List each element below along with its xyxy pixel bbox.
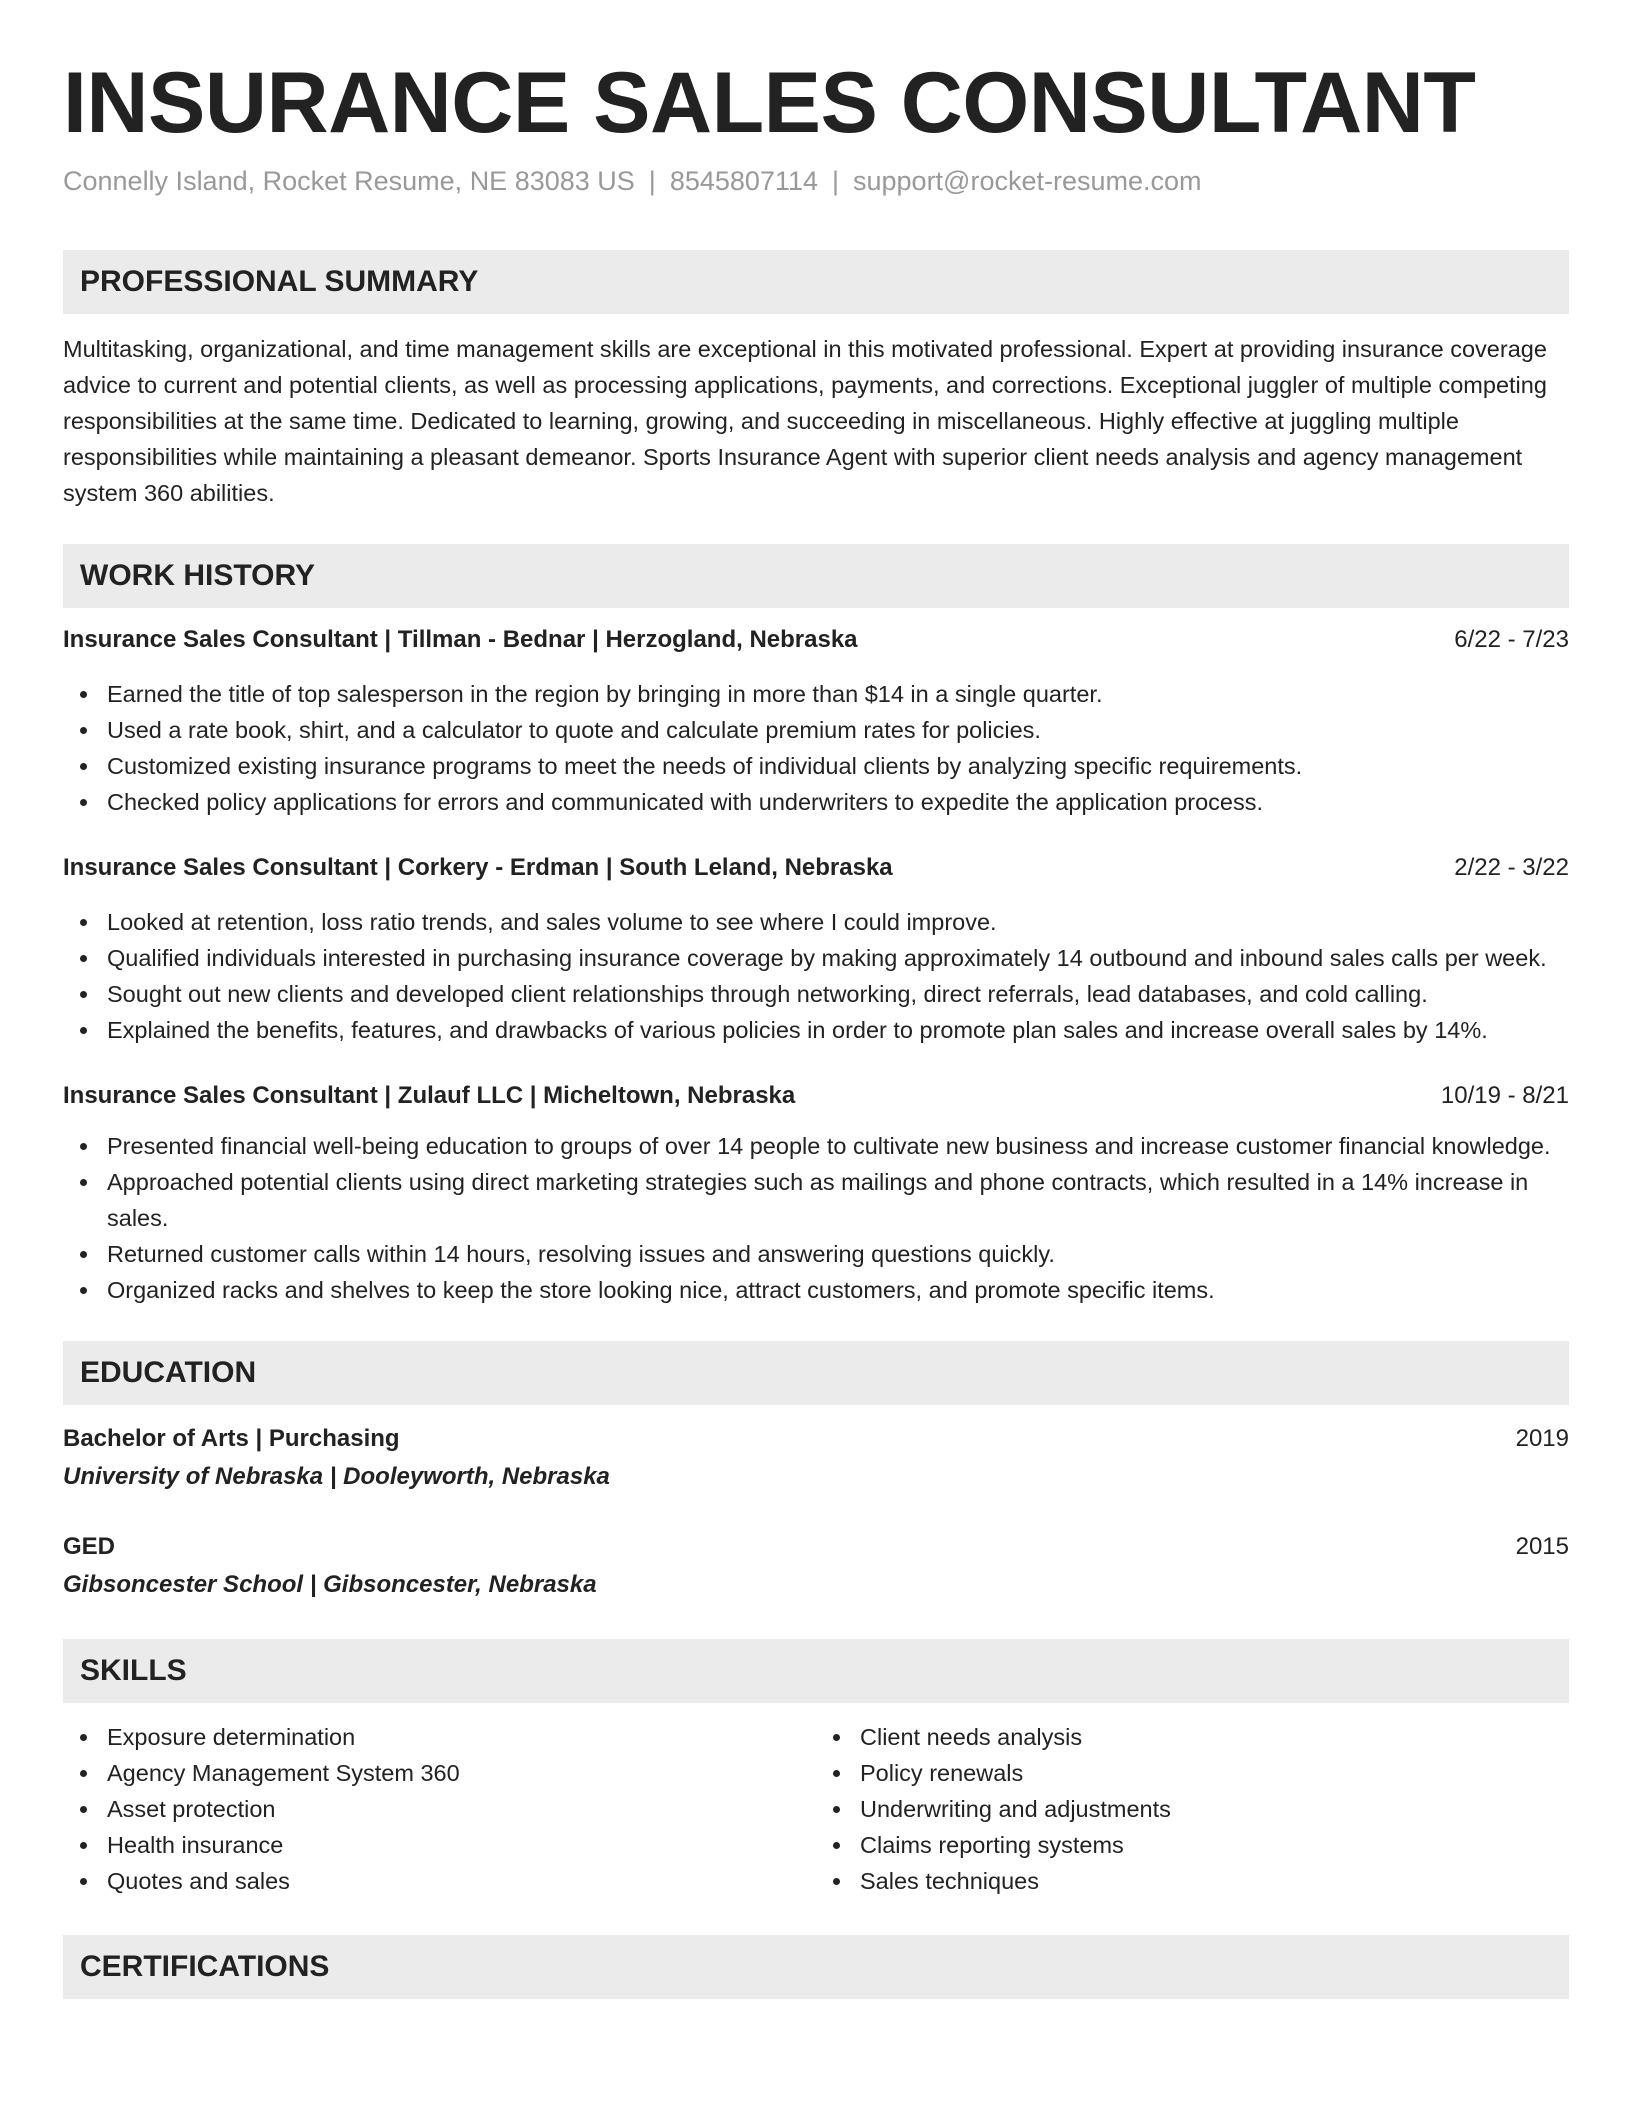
- education-header: [63, 1529, 1569, 1565]
- contact-address: Connelly Island, Rocket Resume, NE 83083 US: [63, 166, 635, 196]
- job-bullet: Customized existing insurance programs to meet the needs of individual clients by analyzing specific requirements.: [107, 748, 1569, 784]
- section-heading-skills: SKILLS: [63, 1639, 1569, 1703]
- job-bullet: Returned customer calls within 14 hours, resolving issues and answering questions quickly.: [107, 1236, 1569, 1272]
- education-entry: [63, 1529, 1569, 1603]
- section-heading-summary: PROFESSIONAL SUMMARY: [63, 250, 1569, 314]
- contact-separator: |: [831, 166, 839, 196]
- skill-item: Sales techniques: [860, 1863, 1569, 1899]
- skill-item: Client needs analysis: [860, 1719, 1569, 1755]
- education-header: [63, 1421, 1569, 1457]
- education-school: Gibsoncester School | Gibsoncester, Nebraska: [63, 1571, 597, 1598]
- section-heading-education: EDUCATION: [63, 1341, 1569, 1405]
- skill-item: Claims reporting systems: [860, 1827, 1569, 1863]
- skill-item: Agency Management System 360: [107, 1755, 816, 1791]
- job-bullet: Earned the title of top salesperson in the region by bringing in more than $14 in a single quarter.: [107, 676, 1569, 712]
- job-date: 2/22 - 3/22: [1454, 854, 1569, 881]
- job-bullet-list: [63, 904, 1569, 1048]
- job-bullet-list: [63, 1128, 1569, 1308]
- job-title: Insurance Sales Consultant | Corkery - Erdman | South Leland, Nebraska: [63, 854, 893, 881]
- job-date: 6/22 - 7/23: [1454, 626, 1569, 653]
- job-bullet: Approached potential clients using direct marketing strategies such as mailings and phone contracts, which resulted in a 14% increase in sales.: [107, 1164, 1569, 1236]
- job-bullet: Explained the benefits, features, and drawbacks of various policies in order to promote plan sales and increase overall sales by 14%.: [107, 1012, 1569, 1048]
- education-entry: [63, 1421, 1569, 1495]
- skills-columns: [63, 1719, 1569, 1899]
- contact-separator: |: [648, 166, 656, 196]
- job-header: [63, 850, 1569, 886]
- job-title: Insurance Sales Consultant | Tillman - Bednar | Herzogland, Nebraska: [63, 626, 858, 653]
- education-school: University of Nebraska | Dooleyworth, Nebraska: [63, 1463, 610, 1490]
- skill-item: Asset protection: [107, 1791, 816, 1827]
- job-date: 10/19 - 8/21: [1440, 1082, 1569, 1109]
- job-entry: [63, 1078, 1569, 1308]
- job-bullet: Checked policy applications for errors and communicated with underwriters to expedite the application process.: [107, 784, 1569, 820]
- candidate-name: INSURANCE SALES CONSULTANT: [63, 55, 1476, 151]
- job-bullet: Sought out new clients and developed client relationships through networking, direct referrals, lead databases, and cold calling.: [107, 976, 1569, 1012]
- job-bullet: Organized racks and shelves to keep the store looking nice, attract customers, and promote specific items.: [107, 1272, 1569, 1308]
- job-bullet-list: [63, 676, 1569, 820]
- job-bullet: Looked at retention, loss ratio trends, and sales volume to see where I could improve.: [107, 904, 1569, 940]
- section-heading-certifications: CERTIFICATIONS: [63, 1935, 1569, 1999]
- contact-line: [63, 164, 1569, 198]
- summary-text: Multitasking, organizational, and time management skills are exceptional in this motivated professional. Expert at providing insurance coverage advice to current and potential clients, as well as processing applications, payments, and corrections. Exceptional juggler of multiple competing responsibilities at the same time. Dedicated to learning, growing, and succeeding in miscellaneous. Highly effective at juggling multiple responsibilities while maintaining a pleasant demeanor. Sports Insurance Agent with superior client needs analysis and agency management system 360 abilities.: [63, 336, 1547, 506]
- contact-phone: 8545807114: [669, 166, 818, 196]
- job-header: [63, 1078, 1569, 1114]
- job-bullet: Presented financial well-being education to groups of over 14 people to cultivate new business and increase customer financial knowledge.: [107, 1128, 1569, 1164]
- education-year: 2015: [1515, 1533, 1569, 1560]
- skills-list-left: [63, 1719, 816, 1899]
- education-year: 2019: [1515, 1425, 1569, 1452]
- job-header: [63, 622, 1569, 658]
- contact-email: support@rocket-resume.com: [853, 166, 1202, 196]
- job-entry: [63, 622, 1569, 820]
- skill-item: Underwriting and adjustments: [860, 1791, 1569, 1827]
- job-title: Insurance Sales Consultant | Zulauf LLC | Micheltown, Nebraska: [63, 1082, 796, 1109]
- section-heading-work-history: WORK HISTORY: [63, 544, 1569, 608]
- skill-item: Quotes and sales: [107, 1863, 816, 1899]
- job-bullet: Qualified individuals interested in purchasing insurance coverage by making approximately 14 outbound and inbound sales calls per week.: [107, 940, 1569, 976]
- job-bullet: Used a rate book, shirt, and a calculator to quote and calculate premium rates for policies.: [107, 712, 1569, 748]
- education-degree: Bachelor of Arts | Purchasing: [63, 1425, 400, 1452]
- education-degree: GED: [63, 1533, 116, 1560]
- job-entry: [63, 850, 1569, 1048]
- skills-list-right: [816, 1719, 1569, 1899]
- skill-item: Policy renewals: [860, 1755, 1569, 1791]
- skill-item: Health insurance: [107, 1827, 816, 1863]
- skill-item: Exposure determination: [107, 1719, 816, 1755]
